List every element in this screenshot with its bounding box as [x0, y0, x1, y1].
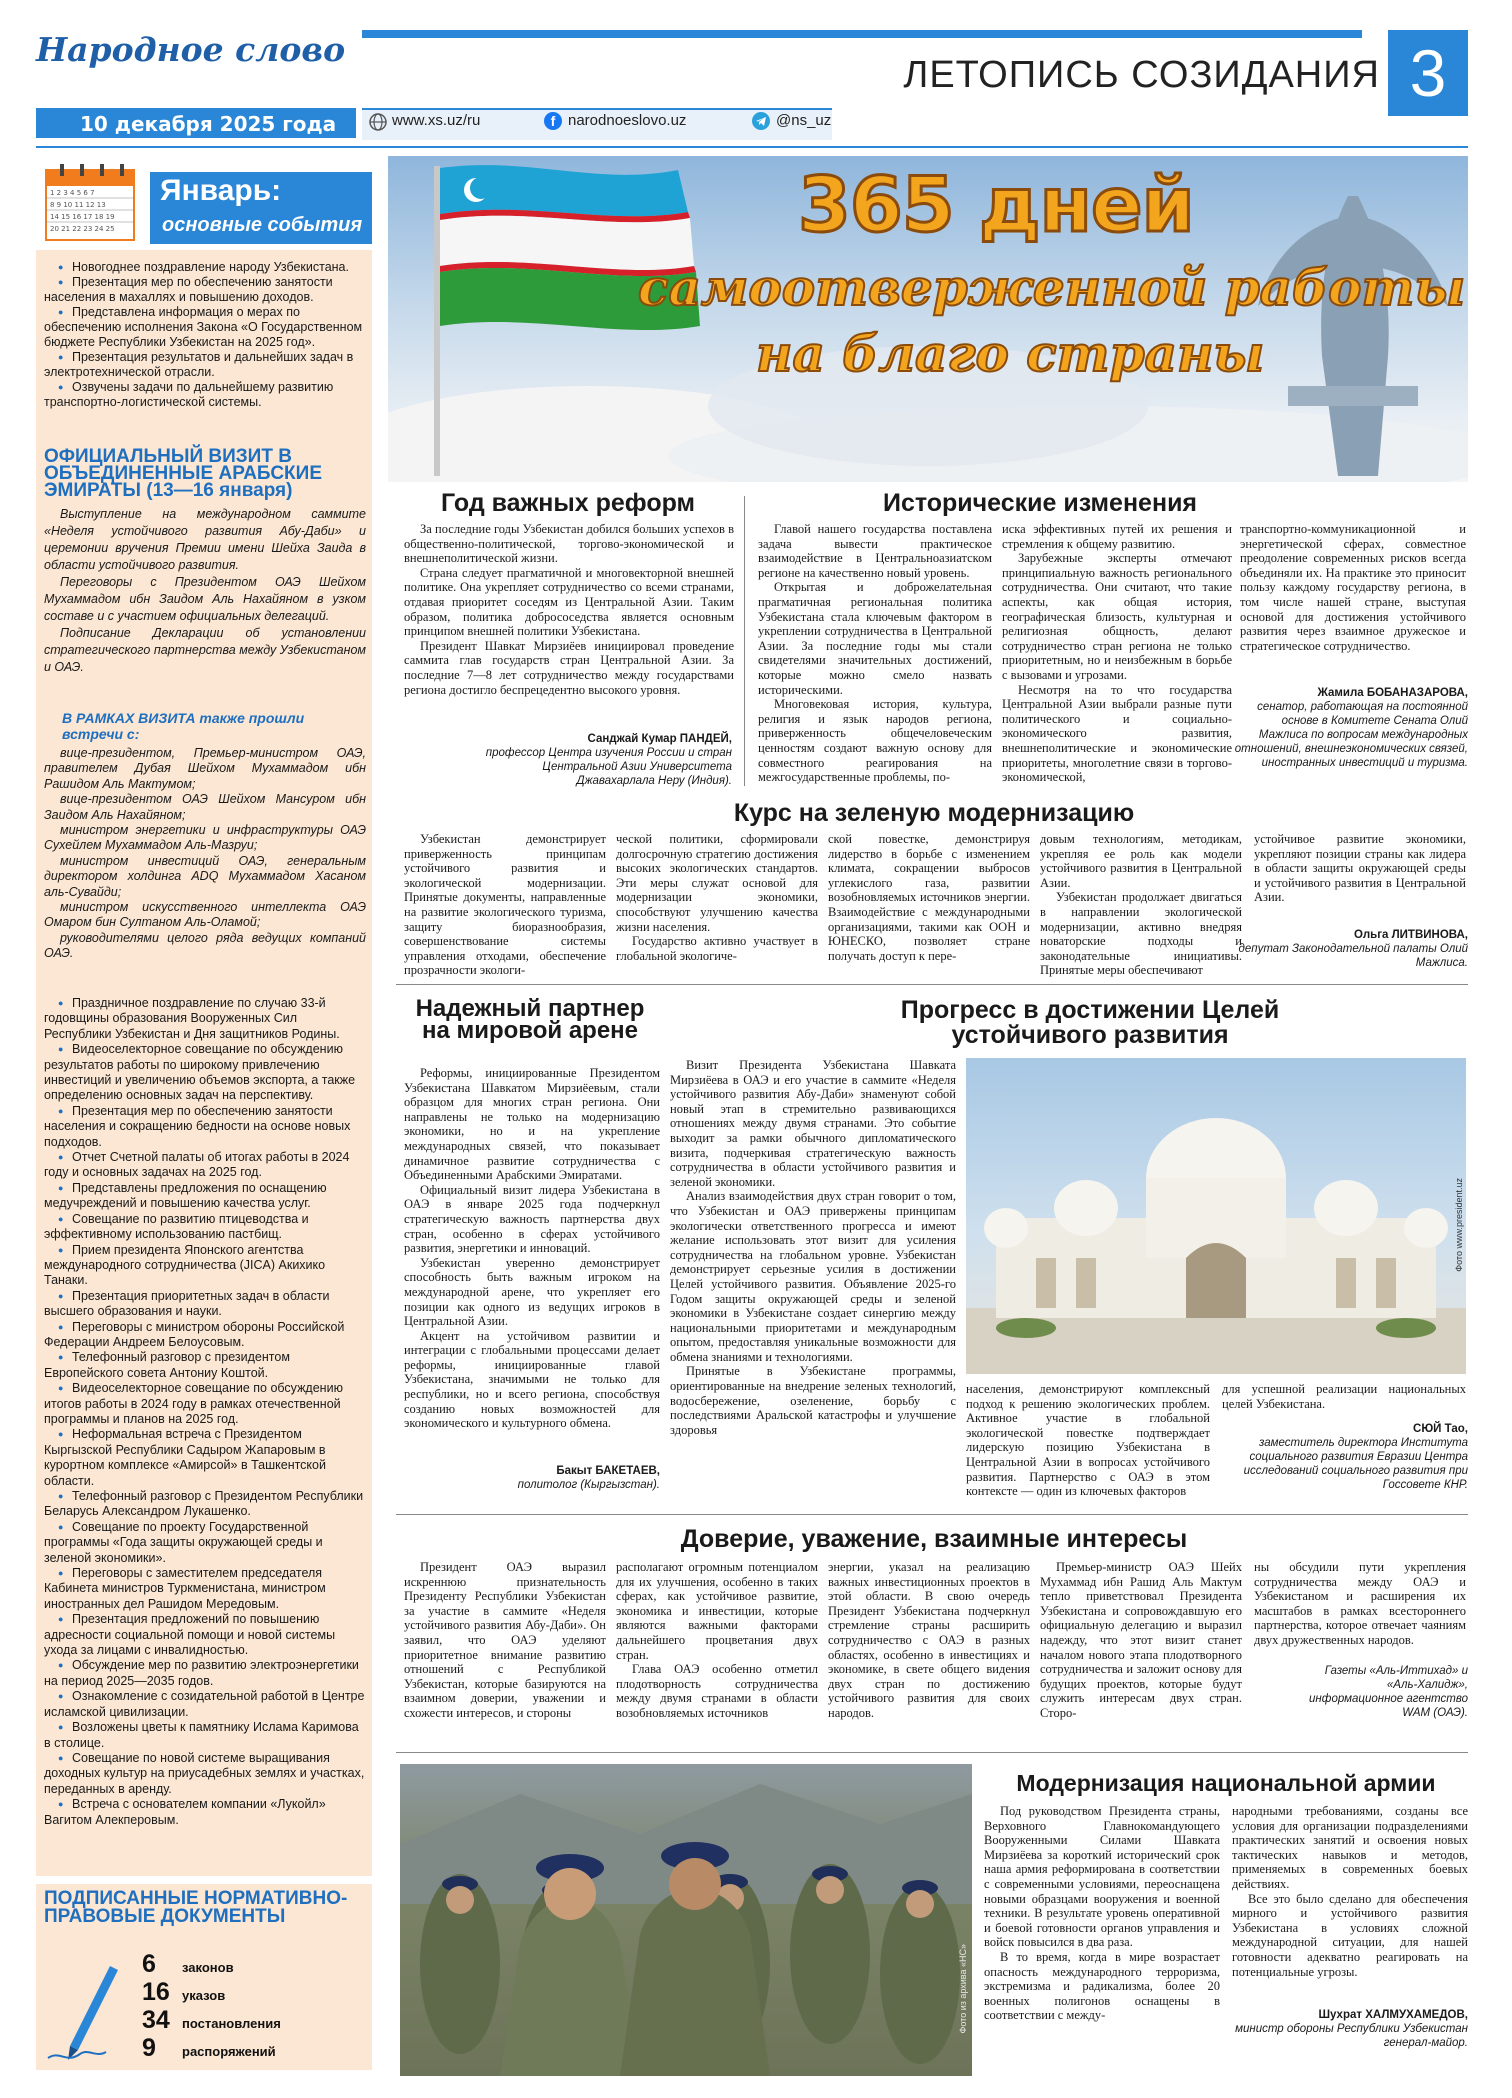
event-item: ● Встреча с основателем компании «Лукойл» Вагитом Алекперовым. — [44, 1797, 366, 1828]
svg-text:20 21 22 23 24 25: 20 21 22 23 24 25 — [50, 225, 115, 233]
page-number-box: 3 — [1388, 30, 1468, 116]
article-partner-signature: Бакыт БАКЕТАЕВ, политолог (Кыргызстан). — [517, 1465, 660, 1491]
svg-text:1 2 3 4 5 6 7: 1 2 3 4 5 6 7 — [50, 189, 95, 197]
event-item: ● Совещание по новой системе выращивания доходных культур на приусадебных землях и участках, переданных в аренду. — [44, 1751, 366, 1797]
event-item: ● Представлена информация о мерах по обеспечению исполнения Закона «О Государственном бюджете Республики Узбекистан на 2025 год». — [44, 305, 366, 350]
article-history-col2: иска эффективных путей их решения и стремления к общему развитию. Зарубежные эксперты отмечают принципиальную важность регионального сотрудничества. Они считают, что такие аспекты, как общая история, географическая близость, культурная и религиозная общность, делают сотрудничество стран региона не только приоритетным, но и неизбежным в борьбе с вызовами и угрозами. Несмотря на то что государства Центральной Азии выбрали разные пути политического и социально-экономического развития, внешнеполитические и экономические приоритеты, многолетние связи в торгово-экономической, — [1002, 522, 1232, 785]
telegram-link[interactable]: @ns_uz — [776, 112, 832, 129]
meeting-item: министром искусственного интеллекта ОАЭ Омаром бин Султаном Аль-Оламой; — [44, 900, 366, 930]
event-item: ● Презентация мер по обеспечению занятости населения в махаллях и повышению доходов. — [44, 275, 366, 305]
meeting-item: вице-президентом ОАЭ Шейхом Мансуром ибн Заидом Аль Нахайяном; — [44, 792, 366, 822]
palace-photo — [966, 1058, 1466, 1374]
event-item: ● Переговоры с министром обороны Российской Федерации Андреем Белоусовым. — [44, 1320, 366, 1351]
facebook-icon: f — [544, 112, 562, 130]
docs-title: ПОДПИСАННЫЕ НОРМАТИВНО-ПРАВОВЫЕ ДОКУМЕНТЫ — [44, 1888, 348, 1927]
sidebar-subtitle: основные события — [162, 214, 363, 236]
article-green-signature: Ольга ЛИТВИНОВА, депутат Законодательной палаты Олий Мажлиса. — [1238, 929, 1468, 969]
article-progress-signature: СЮЙ Тао, заместитель директора Института социального развития Евразии Центра исследований социального развития при Госсовете КНР. — [1243, 1423, 1468, 1491]
banner-line-1: 365 дней — [798, 160, 1194, 249]
article-trust-signature: Газеты «Аль-Иттихад» и «Аль-Халидж», информационное агентство WAM (ОАЭ). — [1308, 1665, 1468, 1719]
article-progress-title: Прогресс в достижении Целей устойчивого развития — [900, 996, 1280, 1049]
event-item: ● Представлены предложения по оснащению медучреждений и повышению качества услуг. — [44, 1181, 366, 1212]
event-item: ● Видеоселекторное совещание по обсуждению результатов работы по широкому привлечению инвестиций и увеличению объемов экспорта, а также определению основных задач на перспективу. — [44, 1042, 366, 1104]
svg-text:8 9 10 11 12 13: 8 9 10 11 12 13 — [50, 201, 106, 209]
soldiers-photo-credit: Фото из архива «НС» — [958, 1944, 968, 2034]
sidebar-title: Январь: — [160, 174, 282, 207]
section-divider — [396, 984, 1468, 985]
article-trust-col3: энергии, указал на реализацию важных инвестиционных проектов в этой области. В свою очередь Президент Узбекистана подчеркнул стремление страны расширить сотрудничество с ОАЭ в разных областях, особенно в инвестициях и экономике, в свете общего видения двух стран по достижению устойчивого развития для своих народов. — [828, 1560, 1030, 1720]
sidebar-calendar-icon — [40, 160, 140, 244]
issue-date: 10 декабря 2025 года — [80, 112, 337, 136]
article-partner-title: Надежный партнер на мировой арене — [415, 995, 645, 1044]
article-history-signature: Жамила БОБАНАЗАРОВА, сенатор, работающая на постоянной основе в Комитете Сената Олий Мажлиса по вопросам международных отношений, внешнеэкономических связей, иностранных инвестиций и туризма. — [1234, 687, 1468, 769]
article-trust-col2: располагают огромным потенциалом для их улучшения, особенно в таких сферах, как устойчивое развитие, экономика и инвестиции, которые являются важными факторами дальнейшего процветания двух стран. Глава ОАЭ особенно отметил плодотворность сотрудничества между двумя странами в области возобновляемых источников — [616, 1560, 818, 1720]
column-divider — [744, 496, 745, 786]
visit-item: Переговоры с Президентом ОАЭ Шейхом Мухаммадом ибн Заидом Аль Нахайяном в узком составе и с участием официальных делегаций. — [44, 575, 366, 623]
event-item: ● Презентация результатов и дальнейших задач в электротехнической отрасли. — [44, 350, 366, 380]
telegram-icon — [752, 112, 770, 130]
event-item: ● Презентация предложений по повышению адресности социальной помощи и новой системы ухода за лицами с инвалидностью. — [44, 1612, 366, 1658]
article-trust-col5: ны обсудили пути укрепления сотрудничества между ОАЭ и Узбекистаном и расширения их масштабов в рамках всестороннего партнерства, которое отвечает чаяниям двух дружественных народов. — [1254, 1560, 1466, 1647]
event-item: ● Отчет Счетной палаты об итогах работы в 2024 году и основных задачах на 2025 год. — [44, 1150, 366, 1181]
article-army-signature: Шухрат ХАЛМУХАМЕДОВ, министр обороны Республики Узбекистан генерал-майор. — [1235, 2009, 1468, 2049]
event-item: ● Обсуждение мер по развитию электроэнергетики на период 2025—2035 годов. — [44, 1658, 366, 1689]
article-reforms-signature: Санджай Кумар ПАНДЕЙ, профессор Центра изучения России и стран Центральной Азии Университета Джавахарлала Неру (Индия). — [485, 733, 732, 787]
article-progress-body: Визит Президента Узбекистана Шавката Мирзиёева в ОАЭ и его участие в саммите «Неделя устойчивого развития Абу-Даби» знаменуют собой новый этап в стремительно развивающихся отношениях между двумя странами. Это событие выходит за рамки обычного дипломатического визита, подчеркивая стратегическую важность сотрудничества в области устойчивого развития и зеленой экономики. Анализ взаимодействия двух стран говорит о том, что Узбекистан и ОАЭ привержены принципам экологически ответственного прогресса и имеют желание использовать этот визит для усиления сотрудничества на глобальном уровне. Узбекистан демонстрирует серьезные усилия в достижении Целей устойчивого развития. Объявление 2025-го Годом защиты окружающей среды и зеленой экономики в Узбекистане создает синергию между национальными приоритетами и международным опытом, предоставляя уникальные возможности для обмена знаниями и технологиями. Принятые в Узбекистане программы, ориентированные на внедрение зеленых технологий, водосбережение, озеленение, борьбу с последствиями Аральской катастрофы и улучшение здоровья — [670, 1058, 956, 1437]
doc-count: 6 — [142, 1950, 156, 1978]
meeting-item: министром энергетики и инфраструктуры ОАЭ Сухейлем Мухаммадом Аль-Мазруи; — [44, 823, 366, 853]
doc-count: 16 — [142, 1978, 170, 2006]
article-green-col2: ческой политики, сформировали долгосрочную стратегию достижения высоких экологических стандартов. Эти меры служат основой для модернизации экономики, способствуют улучшению качества жизни населения. Государство активно участвует в глобальной экологиче- — [616, 832, 818, 963]
palace-photo-credit: Фото www.president.uz — [1454, 1178, 1464, 1272]
article-reforms-title: Год важных реформ — [440, 489, 696, 517]
doc-count: 9 — [142, 2034, 156, 2062]
visit-title: ОФИЦИАЛЬНЫЙ ВИЗИТ В ОБЪЕДИНЕННЫЕ АРАБСКИЕ ЭМИРАТЫ (13—16 января) — [44, 446, 322, 501]
article-army-title: Модернизация национальной армии — [1016, 1770, 1436, 1796]
event-item: ● Переговоры с заместителем председателя Кабинета министров Туркменистана, министром иностранных дел Рашидом Мередовым. — [44, 1566, 366, 1612]
article-reforms-body: За последние годы Узбекистан добился больших успехов в общественно-политической, торгово-экономической и внешнеполитической жизни. Страна следует прагматичной и многовекторной внешней политике. Она укрепляет сотрудничество со всеми странами, отдавая приоритет соседям из Центральной Азии. Таким образом, политика добрососедства является основным принципом внешней политики Узбекистана. Президент Шавкат Мирзиёев инициировал проведение саммита глав государств стран Центральной Азии. За последние 7—8 лет сотрудничество между государствами региона достигло беспрецедентно высокого уровня. — [404, 522, 734, 697]
visit-item: Выступление на международном саммите «Неделя устойчивого развития Абу-Даби» и церемонии вручения Премии имени Шейха Заида в области устойчивого развития. — [44, 507, 366, 572]
article-progress-col2: населения, демонстрируют комплексный подход к решению экологических проблем. Активное участие в глобальной экологической повестке подтверждает лидерскую позицию Узбекистана в Центральной Азии в вопросах устойчивого развития. Партнерство с ОАЭ в этом контексте — один из ключевых факторов — [966, 1382, 1210, 1499]
header-bottom-rule — [36, 146, 1468, 148]
section-divider — [396, 1752, 1468, 1753]
article-army-col1: Под руководством Президента страны, Верховного Главнокомандующего Вооруженными Силами Шавката Мирзиёева за короткий исторический срок наша армия реформирована в соответствии с современными условиями, переоснащена новыми образцами вооружения и военной техники. В результате уровень оперативной и боевой готовности органов управления и войск повысился в два раза. В то время, когда в мире возрастает опасность международного терроризма, экстремизма и радикализма, более 20 военных полигонов оснащены в соответствии с между- — [984, 1804, 1220, 2023]
doc-count-row — [142, 1950, 370, 1978]
sidebar-items-b — [44, 996, 366, 1828]
docs-list — [142, 1950, 370, 2062]
article-green-col1: Узбекистан демонстрирует приверженность принципам устойчивого развития и экологической модернизации. Принятые документы, направленные на развитие экологического туризма, защиту биоразнообразия, совершенствование системы управления отходами, обеспечение прозрачности экологи- — [404, 832, 606, 978]
event-item: ● Прием президента Японского агентства международного сотрудничества (JICA) Акихико Танаки. — [44, 1243, 366, 1289]
facebook-link[interactable]: narodnoeslovo.uz — [568, 112, 687, 129]
event-item: ● Озвучены задачи по дальнейшему развитию транспортно-логистической системы. — [44, 380, 366, 410]
meeting-item: руководителями целого ряда ведущих компаний ОАЭ. — [44, 930, 366, 961]
article-trust-title: Доверие, уважение, взаимные интересы — [680, 1525, 1188, 1553]
doc-count-row — [142, 1978, 370, 2006]
visit-items — [44, 506, 366, 676]
article-history-col1: Главой нашего государства поставлена задача вывести практическое взаимодействие в Центральноазиатском регионе на качественно новый уровень. Открытая и доброжелательная прагматичная региональная политика Узбекистана стала ключевым фактором в укреплении сотрудничества в Центральной Азии. За последние годы мы стали свидетелями значительных достижений, которые можно смело назвать историческими. Многовековая история, культура, религия и язык народов региона, приверженность общечеловеческим ценностям создают важную основу для совместного реагирования на межгосударственные проблемы, по- — [758, 522, 992, 785]
doc-count-row — [142, 2006, 370, 2034]
banner-image — [388, 156, 1468, 482]
masthead — [36, 28, 356, 78]
article-green-col5: устойчивое развитие экономики, укрепляют позиции страны как лидера в области защиты окружающей среды и устойчивого развития в Центральной Азии. — [1254, 832, 1466, 905]
meeting-item: вице-президентом, Премьер-министром ОАЭ, правителем Дубая Шейхом Мухаммадом ибн Рашидом Аль Мактумом; — [44, 746, 366, 791]
article-history-title: Исторические изменения — [882, 489, 1198, 517]
event-item: ● Презентация мер по обеспечению занятости населения и сокращению бедности на основе новых подходов. — [44, 1104, 366, 1150]
doc-count-row — [142, 2034, 370, 2062]
header-top-rule — [362, 30, 1362, 38]
event-item: ● Новогоднее поздравление народу Узбекистана. — [44, 260, 366, 275]
event-item: ● Неформальная встреча с Президентом Кыргызской Республики Садыром Жапаровым в курортном комплексе «Амирсой» в Ташкентской области. — [44, 1427, 366, 1489]
doc-count: 34 — [142, 2006, 170, 2034]
event-item: ● Праздничное поздравление по случаю 33-й годовщины образования Вооруженных Сил Республики Узбекистан и Дня защитников Родины. — [44, 996, 366, 1042]
website-link[interactable]: www.xs.uz/ru — [392, 112, 481, 129]
doc-label: указов — [182, 1988, 226, 2003]
event-item: ● Возложены цветы к памятнику Ислама Каримова в столице. — [44, 1720, 366, 1751]
article-trust-col1: Президент ОАЭ выразил искреннюю признательность Президенту Республики Узбекистан за участие в саммите «Неделя устойчивого развития Абу-Даби». Он заявил, что ОАЭ уделяют приоритетное внимание развитию отношений с Республикой Узбекистан, которые базируются на взаимном доверии, уважении и схожести интересов, и стороны — [404, 1560, 606, 1720]
sidebar-items-a — [44, 260, 366, 410]
article-trust-col4: Премьер-министр ОАЭ Шейх Мухаммад ибн Рашид Аль Мактум тепло приветствовал Президента Узбекистана и сопровождавшую его официальную делегацию и выразил надежду, что этот визит станет началом нового этапа плодотворного сотрудничества и заложит основу для будущих проектов, которые будут служить интересам двух стран. Сторо- — [1040, 1560, 1242, 1720]
globe-icon — [368, 112, 388, 132]
visit-item: Подписание Декларации об установлении стратегического партнерства между Узбекистаном и ОАЭ. — [44, 626, 366, 674]
article-green-col4: довым технологиям, методикам, укрепляя ее роль как модели устойчивого развития в Центральной Азии. Узбекистан продолжает двигаться в направлении экологической модернизации, активно внедряя новаторские подходы и законодательные инициативы. Принятые меры обеспечивают — [1040, 832, 1242, 978]
article-partner-body: Реформы, инициированные Президентом Узбекистана Шавкатом Мирзиёевым, стали образцом для многих стран региона. Они направлены не только на модернизацию экономики, но и на укрепление международных связей, что показывает динамичное развитие сотрудничества с Объединенными Арабскими Эмиратами. Официальный визит лидера Узбекистана в ОАЭ в январе 2025 года подчеркнул стратегическую важность партнерства двух стран, особенно в сферах устойчивого развития, энергетики и инноваций. Узбекистан уверенно демонстрирует способность быть важным игроком на международной арене, что укрепляет его позиции как одного из ведущих игроков в Центральной Азии. Акцент на устойчивом развитии и интеграции с глобальными процессами делает реформы, инициированные главой Узбекистана, значимыми не только для республики, но и всего региона, способствуя созданию новых возможностей для экономического и культурного обмена. — [404, 1066, 660, 1431]
article-army-col2: народными требованиями, созданы все условия для организации подразделениями практических занятий и освоения новых тактических навыков и методов, применяемых в современных боевых действиях. Все это было сделано для обеспечения мирного и устойчивого развития Узбекистана в условиях сложной международной ситуации, для нашей готовности адекватно реагировать на потенциальные угрозы. — [1232, 1804, 1468, 1979]
event-item: ● Телефонный разговор с президентом Европейского совета Антониу Коштой. — [44, 1350, 366, 1381]
event-item: ● Видеоселекторное совещание по обсуждению итогов работы в 2024 году в рамках отечественной программы и планов на 2025 год. — [44, 1381, 366, 1427]
event-item: ● Телефонный разговор с Президентом Республики Беларусь Александром Лукашенко. — [44, 1489, 366, 1520]
pen-icon — [40, 1946, 140, 2066]
doc-label: постановления — [182, 2016, 281, 2031]
doc-label: распоряжений — [182, 2044, 276, 2059]
soldiers-photo — [400, 1764, 972, 2076]
svg-text:14 15 16 17 18 19: 14 15 16 17 18 19 — [50, 213, 115, 221]
article-green-col3: ской повестке, демонстрируя лидерство в борьбе с изменением климата, сокращении выбросов углекислого газа, развитии возобновляемых источников энергии. Взаимодействие с международными организациями, такими как ООН и ЮНЕСКО, позволяет стране получать доступ к пере- — [828, 832, 1030, 963]
meetings-title: В РАМКАХ ВИЗИТА также прошли встречи с: — [62, 710, 305, 742]
article-green-title: Курс на зеленую модернизацию — [733, 799, 1135, 827]
banner-line-2: самоотверженной работы — [638, 258, 1466, 317]
event-item: ● Ознакомление с созидательной работой в Центре исламской цивилизации. — [44, 1689, 366, 1720]
doc-label: законов — [182, 1960, 234, 1975]
event-item: ● Совещание по проекту Государственной программы «Года защиты окружающей среды и зеленой экономики». — [44, 1520, 366, 1566]
event-item: ● Совещание по развитию птицеводства и эффективному использованию пастбищ. — [44, 1212, 366, 1243]
newspaper-title: Народное слово — [36, 30, 346, 69]
banner-line-3: на благо страны — [756, 324, 1265, 383]
article-history-col3: транспортно-коммуникационной и энергетической сферах, совместное преодоление современных рисков всегда объединяли их. На практике это приносит пользу каждому государству региона, в том числе нашей стране, выступая основой для достижения устойчивого развития через взаимное дружеское и стратегическое сотрудничество. — [1240, 522, 1466, 653]
meetings-list — [44, 746, 366, 962]
section-title: ЛЕТОПИСЬ СОЗИДАНИЯ — [903, 54, 1380, 96]
section-divider — [396, 1514, 1468, 1515]
article-progress-col3: для успешной реализации национальных целей Узбекистана. — [1222, 1382, 1466, 1411]
event-item: ● Презентация приоритетных задач в области высшего образования и науки. — [44, 1289, 366, 1320]
meeting-item: министром инвестиций ОАЭ, генеральным директором холдинга ADQ Мухаммадом Хасаном аль-Сувайди; — [44, 853, 366, 899]
